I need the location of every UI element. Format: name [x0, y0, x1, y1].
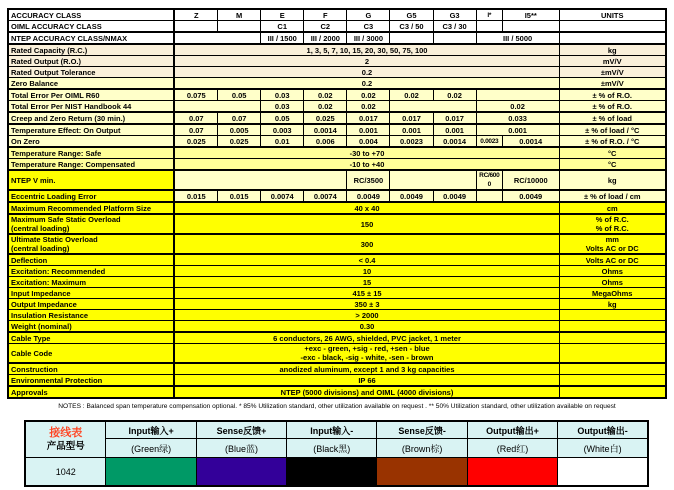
spec-cell: 0.0074: [261, 190, 304, 202]
spec-cell: 10: [174, 266, 559, 277]
spec-row-label: Approvals: [8, 386, 174, 398]
spec-cell: 0.0049: [502, 190, 559, 202]
spec-cell: RC/3500: [347, 170, 390, 190]
spec-cell: 0.2: [174, 67, 559, 78]
spec-cell: 350 ± 3: [174, 299, 559, 310]
spec-cell: I5**: [502, 9, 559, 21]
wiring-signal-header: Input输入+: [106, 421, 196, 439]
wiring-table: [24, 420, 649, 487]
spec-row: [8, 112, 666, 124]
spec-row: [8, 101, 666, 113]
spec-cell: 0.006: [304, 136, 347, 148]
spec-units-cell: [559, 375, 666, 387]
spec-row: [8, 234, 666, 254]
wiring-table-title: 接线表: [49, 426, 83, 439]
wire-color-swatch: [196, 458, 286, 487]
spec-units-cell: % of R.C. % of R.C.: [559, 214, 666, 234]
spec-cell: 0.01: [261, 136, 304, 148]
spec-row: [8, 170, 666, 190]
spec-row: [8, 344, 666, 364]
spec-cell: 0.001: [433, 124, 476, 136]
spec-cell: [476, 190, 502, 202]
wire-color-swatch: [287, 458, 377, 487]
spec-row-label: Deflection: [8, 254, 174, 266]
spec-row: [8, 159, 666, 171]
spec-units-cell: ± % of R.O. / °C: [559, 136, 666, 148]
spec-cell: 0.2: [174, 78, 559, 90]
spec-row-label: Environmental Protection: [8, 375, 174, 387]
spec-cell: 40 x 40: [174, 202, 559, 214]
spec-units-cell: ±mV/V: [559, 67, 666, 78]
spec-cell: 0.05: [261, 112, 304, 124]
spec-row-label: Rated Capacity (R.C.): [8, 44, 174, 56]
spec-cell: M: [218, 9, 261, 21]
spec-row: [8, 56, 666, 67]
spec-cell: III / 2000: [304, 32, 347, 44]
spec-cell: [218, 21, 261, 33]
spec-cell: +exc - green, +sig - red, +sen - blue -exc - black, -sig - white, -sen - brown: [174, 344, 559, 364]
spec-row: [8, 67, 666, 78]
spec-cell: 150: [174, 214, 559, 234]
spec-cell: 0.0014: [433, 136, 476, 148]
spec-cell: 0.001: [476, 124, 559, 136]
spec-row: [8, 78, 666, 90]
spec-row-label: NTEP ACCURACY CLASS/NMAX: [8, 32, 174, 44]
spec-row-label: Eccentric Loading Error: [8, 190, 174, 202]
spec-cell: > 2000: [174, 310, 559, 321]
spec-row: [8, 332, 666, 344]
spec-cell: 0.0023: [476, 136, 502, 148]
spec-row-label: NTEP V min.: [8, 170, 174, 190]
wiring-signal-header: Output输出+: [467, 421, 557, 439]
spec-cell: 0.0023: [390, 136, 433, 148]
spec-cell: [174, 32, 260, 44]
spec-cell: 0.017: [347, 112, 390, 124]
spec-cell: 415 ± 15: [174, 288, 559, 299]
spec-row-label: Zero Balance: [8, 78, 174, 90]
spec-cell: 0.005: [218, 124, 261, 136]
spec-units-cell: cm: [559, 202, 666, 214]
wiring-color-name: (Brown棕): [377, 439, 467, 458]
spec-row: [8, 89, 666, 101]
spec-cell: 0.0049: [390, 190, 433, 202]
spec-row: [8, 375, 666, 387]
notes-text: NOTES : Balanced span temperature compensation optional. * 85% Utilization standard, other utilization available on request . ** 50% Utilization standard, other utilization available on request: [58, 403, 616, 410]
wiring-color-name: (Red红): [467, 439, 557, 458]
spec-units-cell: kg: [559, 44, 666, 56]
spec-cell: [390, 101, 476, 113]
spec-cell: [174, 170, 346, 190]
spec-row-label: Excitation: Recommended: [8, 266, 174, 277]
wiring-color-name: (Blue蓝): [196, 439, 286, 458]
spec-units-cell: Ohms: [559, 266, 666, 277]
spec-cell: 0.017: [433, 112, 476, 124]
spec-units-cell: [559, 21, 666, 33]
spec-units-cell: [559, 363, 666, 375]
spec-row-label: Total Error Per OIML R60: [8, 89, 174, 101]
spec-row: [8, 214, 666, 234]
spec-cell: 0.025: [304, 112, 347, 124]
spec-cell: 0.05: [218, 89, 261, 101]
spec-cell: anodized aluminum, except 1 and 3 kg capacities: [174, 363, 559, 375]
spec-units-cell: kg: [559, 299, 666, 310]
wiring-color-name: (White白): [558, 439, 648, 458]
spec-row-label: Weight (nominal): [8, 321, 174, 333]
spec-row: [8, 386, 666, 398]
spec-cell: [502, 21, 559, 33]
spec-cell: 0.02: [304, 101, 347, 113]
spec-cell: [390, 170, 476, 190]
spec-cell: [476, 89, 559, 101]
spec-row-label: Temperature Effect: On Output: [8, 124, 174, 136]
spec-cell: F: [304, 9, 347, 21]
spec-row-label: Construction: [8, 363, 174, 375]
spec-cell: 0.0014: [304, 124, 347, 136]
spec-table: [7, 8, 667, 399]
spec-row: [8, 321, 666, 333]
spec-cell: [174, 21, 217, 33]
spec-cell: [390, 32, 433, 44]
spec-units-cell: °C: [559, 159, 666, 171]
spec-cell: 0.015: [218, 190, 261, 202]
spec-units-cell: MegaOhms: [559, 288, 666, 299]
spec-cell: C1: [261, 21, 304, 33]
spec-row: [8, 299, 666, 310]
spec-row: [8, 202, 666, 214]
spec-row-label: Creep and Zero Return (30 min.): [8, 112, 174, 124]
wiring-color-name: (Black黑): [287, 439, 377, 458]
wiring-corner-cell: [25, 421, 106, 458]
spec-cell: -10 to +40: [174, 159, 559, 171]
spec-cell: 0.001: [390, 124, 433, 136]
spec-units-cell: ± % of R.O.: [559, 89, 666, 101]
spec-row-label: Temperature Range: Safe: [8, 147, 174, 159]
spec-row-label: Ultimate Static Overload (central loading): [8, 234, 174, 254]
spec-row-label: Cable Code: [8, 344, 174, 364]
spec-row-label: Excitation: Maximum: [8, 277, 174, 288]
spec-row-label: Maximum Recommended Platform Size: [8, 202, 174, 214]
wire-color-swatch: [467, 458, 557, 487]
spec-cell: 300: [174, 234, 559, 254]
spec-row-label: Cable Type: [8, 332, 174, 344]
spec-cell: G: [347, 9, 390, 21]
wire-color-swatch: [377, 458, 467, 487]
spec-row: [8, 32, 666, 44]
spec-units-cell: Ohms: [559, 277, 666, 288]
spec-cell: C3: [347, 21, 390, 33]
spec-cell: III / 1500: [261, 32, 304, 44]
spec-units-cell: ± % of load: [559, 112, 666, 124]
spec-cell: 0.015: [174, 190, 217, 202]
spec-row-label: Temperature Range: Compensated: [8, 159, 174, 171]
spec-row-label: Input Impedance: [8, 288, 174, 299]
spec-row-label: OIML ACCURACY CLASS: [8, 21, 174, 33]
spec-units-cell: [559, 386, 666, 398]
spec-cell: 0.0014: [502, 136, 559, 148]
wiring-signal-header: Input输入-: [287, 421, 377, 439]
spec-cell: 1, 3, 5, 7, 10, 15, 20, 30, 50, 75, 100: [174, 44, 559, 56]
spec-row: [8, 147, 666, 159]
spec-cell: 0.004: [347, 136, 390, 148]
spec-units-cell: mm Volts AC or DC: [559, 234, 666, 254]
spec-cell: 2: [174, 56, 559, 67]
spec-cell: C3 / 50: [390, 21, 433, 33]
wiring-color-name: (Green绿): [106, 439, 196, 458]
spec-cell: E: [261, 9, 304, 21]
wire-color-swatch: [558, 458, 648, 487]
spec-units-cell: ±mV/V: [559, 78, 666, 90]
spec-row: [8, 124, 666, 136]
spec-row: [8, 254, 666, 266]
spec-cell: 0.02: [476, 101, 559, 113]
spec-units-cell: [559, 332, 666, 344]
spec-cell: III / 3000: [347, 32, 390, 44]
spec-row-label: Rated Output (R.O.): [8, 56, 174, 67]
wiring-model-label: 产品型号: [46, 440, 85, 452]
spec-cell: -30 to +70: [174, 147, 559, 159]
spec-cell: 0.025: [174, 136, 217, 148]
spec-cell: 15: [174, 277, 559, 288]
spec-units-cell: °C: [559, 147, 666, 159]
spec-row: [8, 136, 666, 148]
spec-units-cell: [559, 321, 666, 333]
spec-row: [8, 190, 666, 202]
spec-cell: 0.07: [218, 112, 261, 124]
spec-cell: 0.02: [390, 89, 433, 101]
spec-cell: G5: [390, 9, 433, 21]
spec-cell: 0.02: [433, 89, 476, 101]
spec-cell: C3 / 30: [433, 21, 476, 33]
spec-cell: 0.017: [390, 112, 433, 124]
spec-units-cell: kg: [559, 170, 666, 190]
spec-cell: 0.0049: [347, 190, 390, 202]
spec-row: [8, 266, 666, 277]
wiring-row: [25, 421, 648, 439]
spec-cell: 0.075: [174, 89, 217, 101]
wiring-signal-header: Sense反馈-: [377, 421, 467, 439]
spec-cell: RC/6000: [476, 170, 502, 190]
spec-cell: 0.07: [174, 112, 217, 124]
spec-cell: 6 conductors, 26 AWG, shielded, PVC jacket, 1 meter: [174, 332, 559, 344]
spec-cell: 0.003: [261, 124, 304, 136]
spec-row-label: Total Error Per NIST Handbook 44: [8, 101, 174, 113]
wiring-signal-header: Output输出-: [558, 421, 648, 439]
spec-cell: [476, 21, 502, 33]
spec-units-cell: [559, 32, 666, 44]
spec-cell: III / 5000: [476, 32, 559, 44]
spec-cell: 0.025: [218, 136, 261, 148]
spec-cell: 0.03: [261, 89, 304, 101]
spec-units-cell: ± % of R.O.: [559, 101, 666, 113]
spec-cell: C2: [304, 21, 347, 33]
spec-row: [8, 277, 666, 288]
spec-cell: NTEP (5000 divisions) and OIML (4000 divisions): [174, 386, 559, 398]
spec-cell: 0.001: [347, 124, 390, 136]
spec-row-label: Output Impedance: [8, 299, 174, 310]
spec-cell: 0.02: [304, 89, 347, 101]
spec-row: [8, 44, 666, 56]
wiring-row: [25, 458, 648, 487]
spec-units-cell: ± % of load / °C: [559, 124, 666, 136]
spec-row: [8, 21, 666, 33]
spec-cell: 0.0074: [304, 190, 347, 202]
spec-cell: 0.02: [347, 89, 390, 101]
spec-cell: [433, 32, 476, 44]
spec-cell: < 0.4: [174, 254, 559, 266]
wiring-signal-header: Sense反馈+: [196, 421, 286, 439]
spec-row: [8, 363, 666, 375]
spec-units-cell: [559, 310, 666, 321]
wiring-row: [25, 439, 648, 458]
spec-cell: 0.033: [476, 112, 559, 124]
spec-cell: IP 66: [174, 375, 559, 387]
spec-cell: I*: [476, 9, 502, 21]
spec-row-label: Insulation Resistance: [8, 310, 174, 321]
wiring-model-number: 1042: [25, 458, 106, 487]
spec-cell: 0.0049: [433, 190, 476, 202]
spec-cell: Z: [174, 9, 217, 21]
spec-row: [8, 9, 666, 21]
spec-row-label: ACCURACY CLASS: [8, 9, 174, 21]
spec-cell: [174, 101, 260, 113]
spec-cell: 0.03: [261, 101, 304, 113]
spec-row-label: Rated Output Tolerance: [8, 67, 174, 78]
spec-units-cell: ± % of load / cm: [559, 190, 666, 202]
spec-row: [8, 288, 666, 299]
spec-row: [8, 310, 666, 321]
spec-cell: RC/10000: [502, 170, 559, 190]
spec-row-label: On Zero: [8, 136, 174, 148]
spec-cell: 0.07: [174, 124, 217, 136]
spec-units-cell: UNITS: [559, 9, 666, 21]
spec-cell: 0.30: [174, 321, 559, 333]
spec-cell: 0.02: [347, 101, 390, 113]
spec-cell: G3: [433, 9, 476, 21]
wire-color-swatch: [106, 458, 196, 487]
spec-units-cell: [559, 344, 666, 364]
spec-row-label: Maximum Safe Static Overload (central loading): [8, 214, 174, 234]
spec-units-cell: Volts AC or DC: [559, 254, 666, 266]
spec-units-cell: mV/V: [559, 56, 666, 67]
